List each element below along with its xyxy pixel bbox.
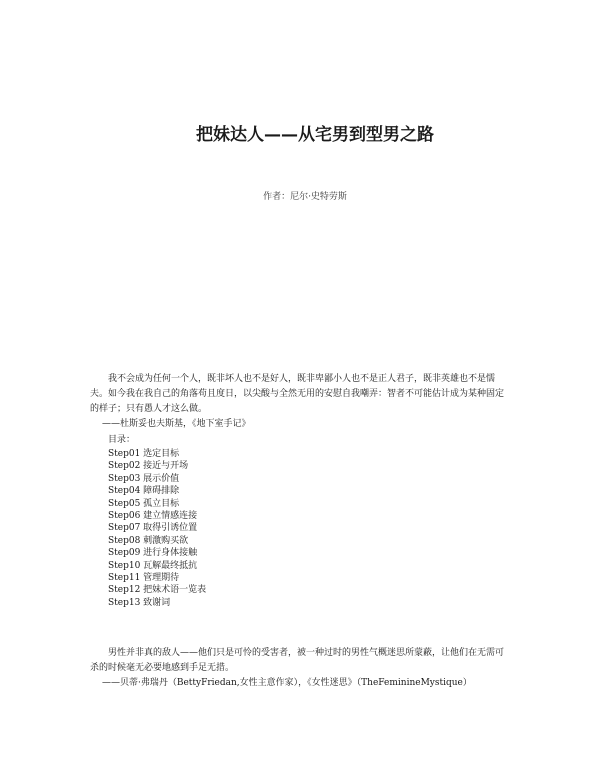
toc-item-step03[interactable]: Step03 展示价值 xyxy=(108,473,180,484)
toc-item-step13[interactable]: Step13 致谢词 xyxy=(108,597,171,608)
table-of-contents xyxy=(90,433,510,609)
toc-item-step07[interactable]: Step07 取得引诱位置 xyxy=(108,523,198,534)
document-title: 把妹达人——从宅男到型男之路 xyxy=(196,125,434,145)
toc-item-step09[interactable]: Step09 进行身体接触 xyxy=(108,548,198,559)
closing-quote-section xyxy=(90,646,510,691)
toc-item-step11[interactable]: Step11 管理期待 xyxy=(108,573,180,584)
toc-heading: 目录： xyxy=(108,435,136,445)
author-line: 作者：尼尔·史特劳斯 xyxy=(263,192,347,202)
closing-quote-text: 男性并非真的敌人——他们只是可怜的受害者，被一种过时的男性气概迷思所蒙蔽，让他们在无需可杀的时候毫无必要地感到手足无措。 xyxy=(90,648,505,673)
toc-item-step10[interactable]: Step10 瓦解最终抵抗 xyxy=(108,560,198,571)
toc-item-step08[interactable]: Step08 刺激购买欲 xyxy=(108,535,189,546)
toc-item-step12[interactable]: Step12 把妹术语一览表 xyxy=(108,585,207,596)
toc-item-step05[interactable]: Step05 孤立目标 xyxy=(108,498,180,509)
toc-item-step04[interactable]: Step04 障碍排除 xyxy=(108,486,180,497)
toc-item-step06[interactable]: Step06 建立情感连接 xyxy=(108,511,198,522)
closing-quote-attribution: ——贝蒂·弗瑞丹（BettyFriedan,女性主意作家），《女性迷思》（TheFeminineMystique） xyxy=(102,678,472,688)
epigraph-section xyxy=(90,372,510,432)
epigraph-text: 我不会成为任何一个人，既非坏人也不是好人，既非卑鄙小人也不是正人君子，既非英雄也不是懦夫。如今我在我自己的角落苟且度日，以尖酸与全然无用的安慰自我嘲弄：智者不可能估计成为某种固定的样子；只有愚人才这么做。 xyxy=(90,374,505,414)
toc-item-step01[interactable]: Step01 选定目标 xyxy=(108,449,180,459)
toc-item-step02[interactable]: Step02 接近与开场 xyxy=(108,461,189,472)
epigraph-attribution: ——杜斯妥也夫斯基，《地下室手记》 xyxy=(102,419,251,429)
toc-list xyxy=(90,448,510,609)
